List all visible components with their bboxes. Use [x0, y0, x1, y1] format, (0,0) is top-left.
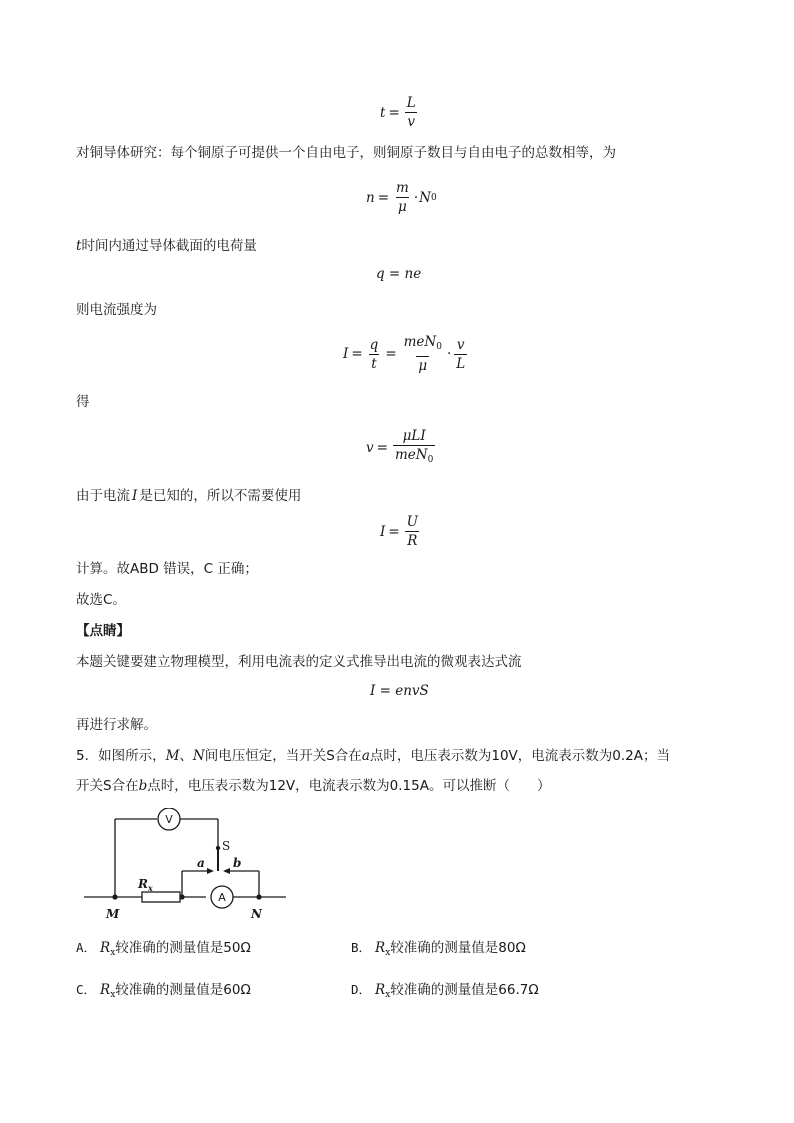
node-m: [112, 894, 117, 899]
option-d[interactable]: D． $R_x$较准确的测量值是66.7Ω: [351, 982, 539, 1000]
equation-q: q = ne: [376, 266, 422, 282]
paragraph-key: 本题关键要建立物理模型，利用电流表的定义式推导出电流的微观表达式流: [76, 654, 522, 670]
equation-t: t = $\frac{L}{v}$: [380, 95, 416, 130]
node-n: [256, 894, 261, 899]
m-label: M: [106, 907, 120, 921]
question-5-line-2: 开关S合在b点时，电压表示数为12V，电流表示数为0.15A。可以推断（ ）: [76, 778, 551, 794]
resistor-rx: [142, 892, 180, 902]
equation-ohm: I = $\frac{U}{R}$: [380, 514, 419, 549]
n-label: N: [251, 907, 262, 921]
voltmeter-label: V: [165, 813, 173, 826]
paragraph-current: 则电流强度为: [76, 302, 157, 318]
circuit-diagram: [76, 808, 296, 924]
question-5-line-1: 5．如图所示，M、N间电压恒定，当开关S合在a点时，电压表示数为10V，电流表示数为0.2A；当: [76, 748, 670, 764]
paragraph-de: 得: [76, 394, 90, 410]
heading-dianjing: 【点睛】: [76, 623, 130, 639]
ammeter-label: A: [218, 891, 226, 904]
paragraph-copper: 对铜导体研究：每个铜原子可提供一个自由电子，则铜原子数目与自由电子的总数相等，为: [76, 145, 616, 161]
arrow-a: [207, 868, 214, 874]
equation-n: n = $\frac{m}{\mu}$ · N 0: [366, 180, 437, 215]
rx-label: $R_x$: [138, 877, 153, 893]
equation-envs: I = envS: [370, 683, 429, 699]
option-c[interactable]: C． $R_x$较准确的测量值是60Ω: [76, 982, 251, 1000]
arrow-b: [223, 868, 230, 874]
paragraph-solve: 再进行求解。: [76, 717, 157, 733]
paragraph-charge: t时间内通过导体截面的电荷量: [76, 238, 257, 254]
switch-label: S: [222, 839, 231, 853]
paragraph-conclusion: 计算。故ABD 错误，C 正确；: [76, 561, 258, 577]
option-b[interactable]: B． $R_x$较准确的测量值是80Ω: [351, 940, 526, 958]
equation-v: v = $\frac{\text{μLI}}{meN_0}$: [366, 428, 437, 468]
point-a-label: a: [197, 856, 205, 870]
point-b-label: b: [233, 856, 242, 870]
paragraph-answer: 故选C。: [76, 592, 126, 608]
equation-I: I = $\frac{q}{t}$ = $\frac{meN_0}{\mu}$ · $\frac{v}{L}$: [343, 334, 466, 374]
node-a: [179, 894, 184, 899]
switch-pivot: [216, 846, 220, 850]
paragraph-known-current: 由于电流 I 是已知的，所以不需要使用: [76, 488, 302, 504]
option-a[interactable]: A． $R_x$较准确的测量值是50Ω: [76, 940, 251, 958]
